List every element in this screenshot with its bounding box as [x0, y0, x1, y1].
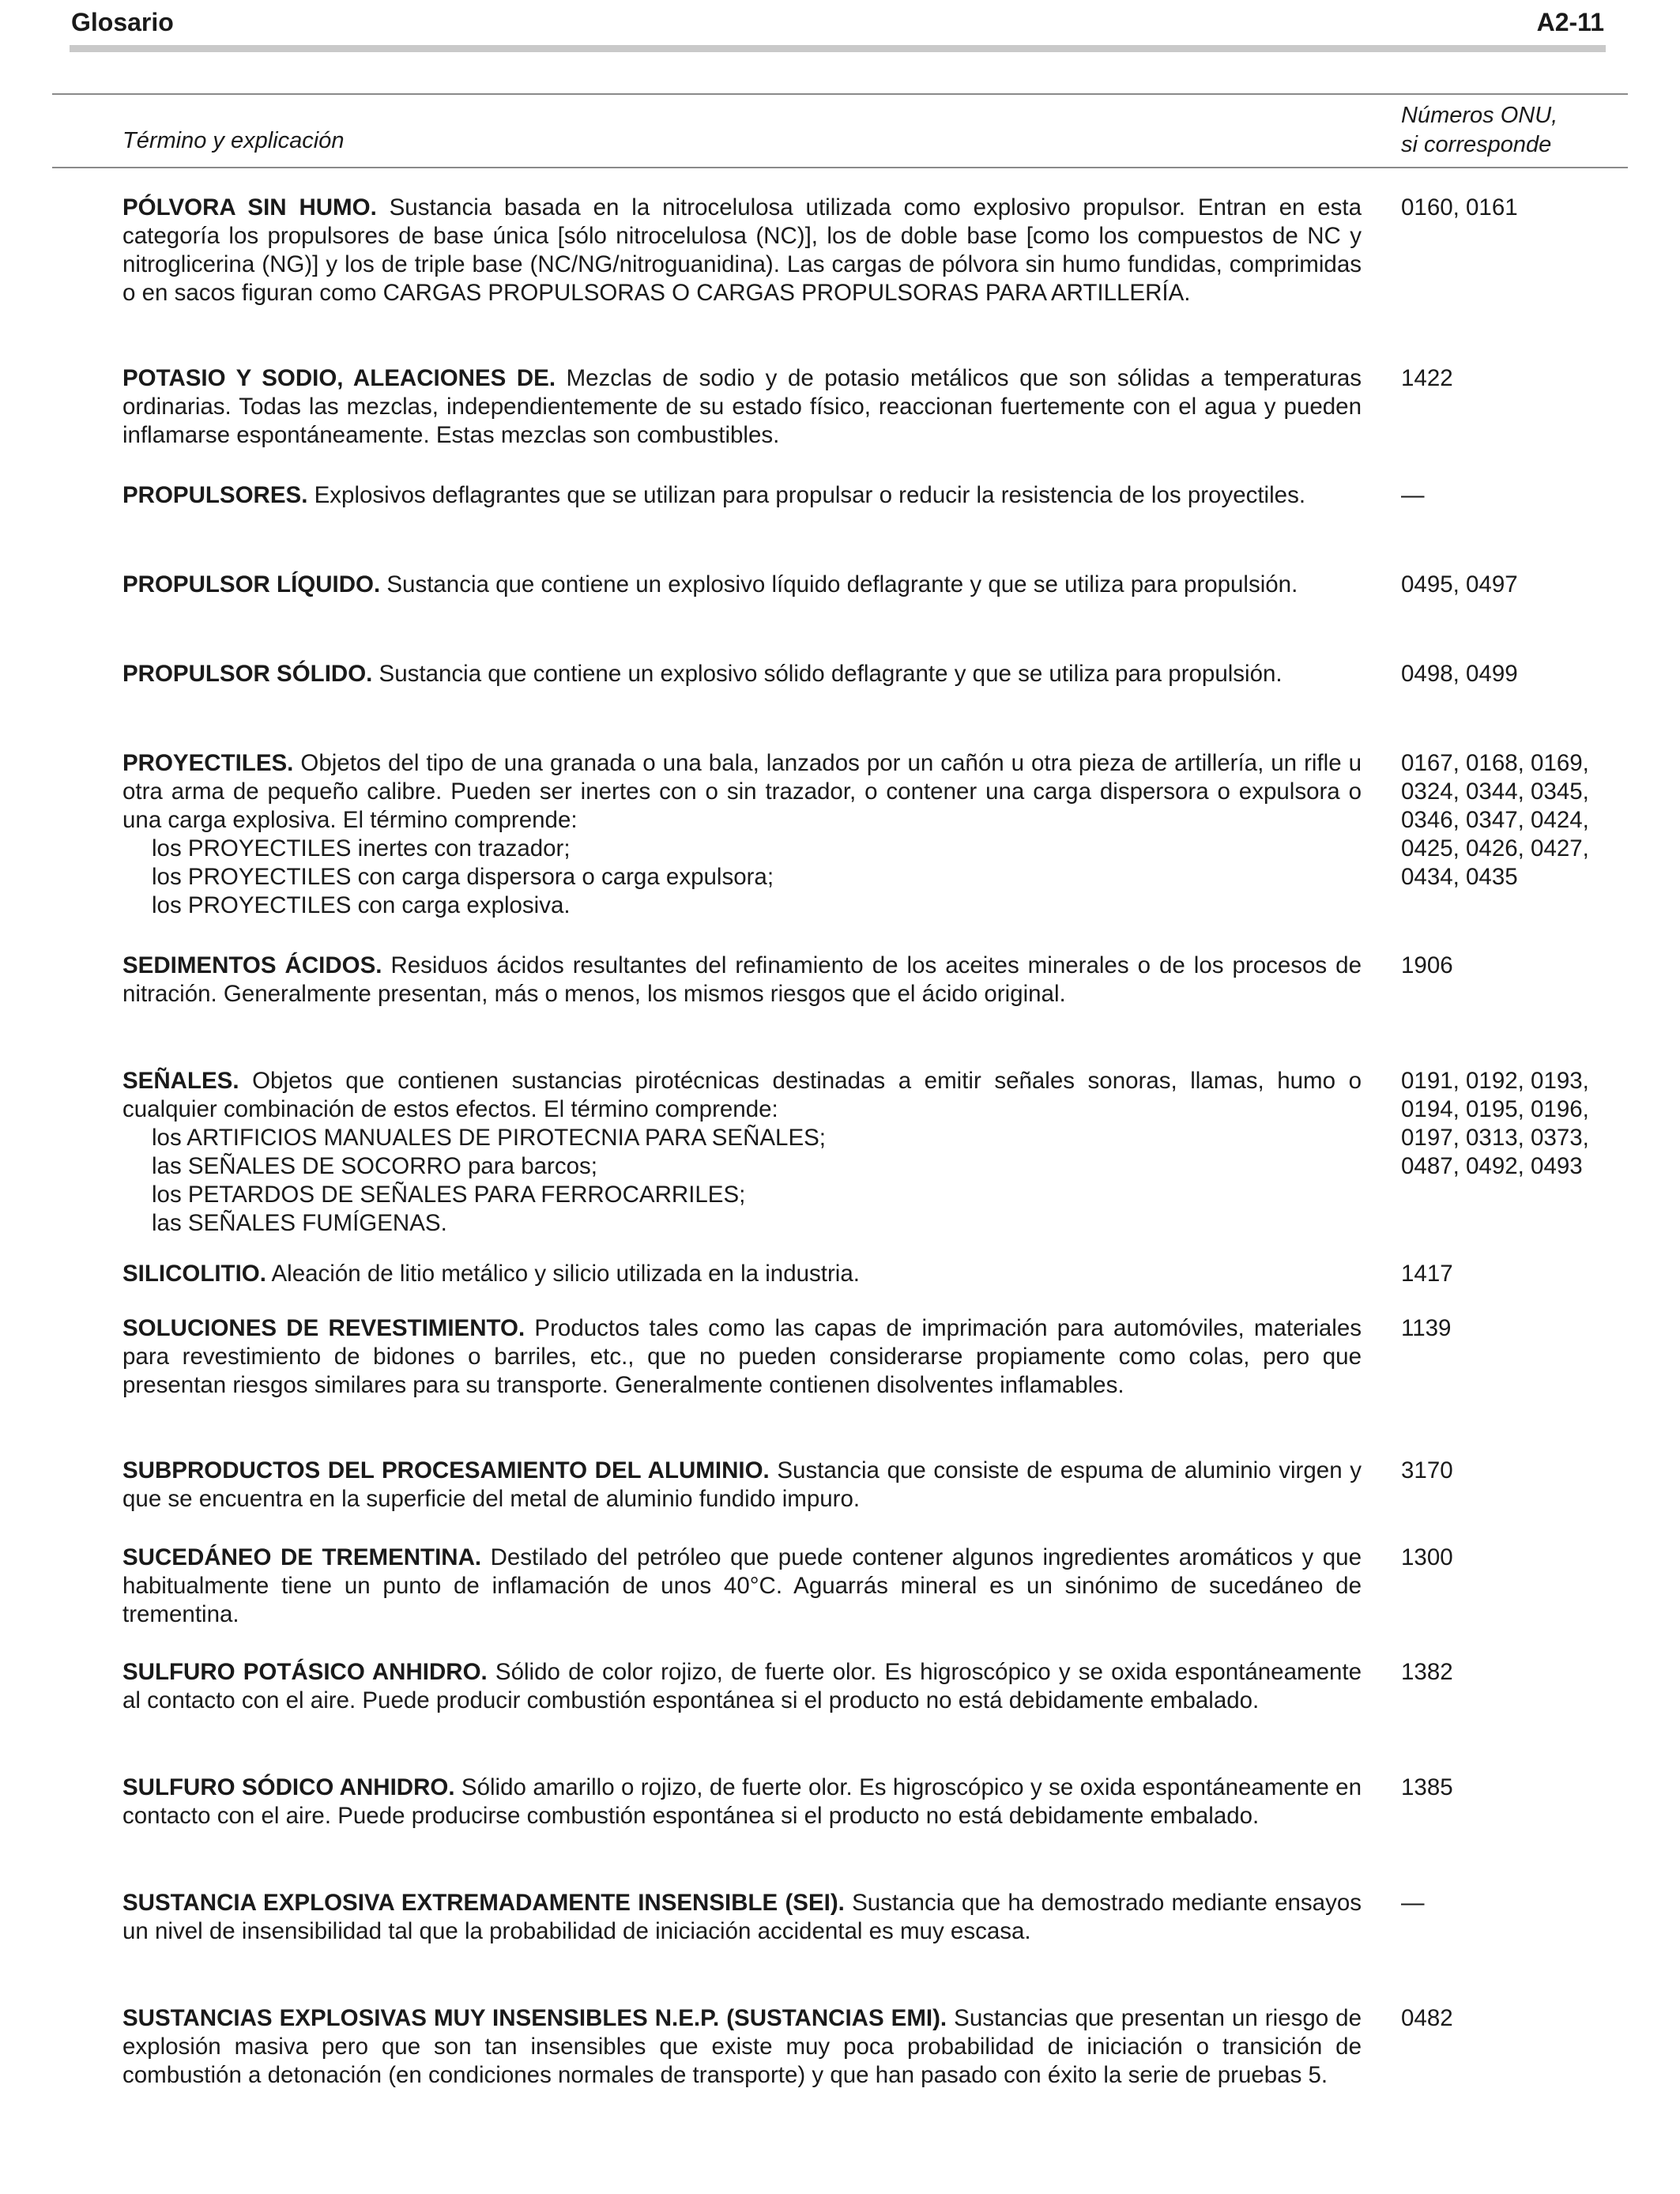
- entry-term: SULFURO POTÁSICO ANHIDRO.: [122, 1659, 488, 1685]
- glossary-entry: [122, 1889, 1649, 1946]
- entry-term: SUCEDÁNEO DE TREMENTINA.: [122, 1544, 482, 1570]
- un-number-line: 0434, 0435: [1401, 864, 1518, 890]
- entry-explanation: [122, 660, 1362, 688]
- entry-explanation: [122, 749, 1362, 920]
- entry-term: PROPULSOR LÍQUIDO.: [122, 571, 381, 598]
- column-header-un-line1: Números ONU,: [1401, 103, 1558, 128]
- column-header-term: Término y explicación: [122, 128, 345, 153]
- un-number-line: 1382: [1401, 1659, 1453, 1685]
- entry-explanation: [122, 952, 1362, 1008]
- entry-term: SILICOLITIO.: [122, 1261, 266, 1287]
- entry-explanation: [122, 571, 1362, 599]
- header-rule: [70, 45, 1606, 52]
- un-number-line: —: [1401, 482, 1425, 508]
- glossary-entry: [122, 194, 1649, 307]
- entry-text: Destilado del petróleo que puede contener algunos ingredientes aromáticos y que habitualmente tiene un punto de inflamación de unos 40°C. Aguarrás mineral es un sinónimo de sucedáneo de trementina.: [122, 1544, 1362, 1627]
- entry-explanation: [122, 364, 1362, 450]
- un-number-line: 0346, 0347, 0424,: [1401, 807, 1589, 833]
- un-number-line: 0167, 0168, 0169,: [1401, 750, 1589, 776]
- glossary-entry: [122, 1774, 1649, 1830]
- entry-text: Explosivos deflagrantes que se utilizan para propulsar o reducir la resistencia de los proyectiles.: [314, 482, 1306, 508]
- entry-text: Mezclas de sodio y de potasio metálicos que son sólidas a temperaturas ordinarias. Todas las mezclas, independientemente de su estado físico, reaccionan fuertemente con el agua y pueden inflamarse espontáneamente. Estas mezclas son combustibles.: [122, 365, 1362, 448]
- entry-term: PROPULSOR SÓLIDO.: [122, 661, 373, 687]
- glossary-entry: [122, 660, 1649, 688]
- un-number-line: 1385: [1401, 1774, 1453, 1800]
- entry-un-numbers: [1401, 571, 1638, 599]
- entry-text: Objetos que contienen sustancias pirotécnicas destinadas a emitir señales sonoras, llamas, humo o cualquier combinación de estos efectos. El término comprende:: [122, 1068, 1362, 1122]
- entry-text: Sólido amarillo o rojizo, de fuerte olor. Es higroscópico y se oxida espontáneamente en contacto con el aire. Puede producirse combustión espontánea si el producto no está debidamente embalado.: [122, 1774, 1362, 1829]
- entry-text: Sustancia que consiste de espuma de aluminio virgen y que se encuentra en la superficie del metal de aluminio fundido impuro.: [122, 1457, 1362, 1512]
- un-number-line: 0324, 0344, 0345,: [1401, 778, 1589, 805]
- un-number-line: 0482: [1401, 2005, 1453, 2031]
- glossary-entry: [122, 1314, 1649, 1400]
- glossary-entry: [122, 1260, 1649, 1288]
- entry-un-numbers: [1401, 952, 1638, 1008]
- entry-subitem: los PROYECTILES con carga explosiva.: [152, 892, 571, 918]
- entry-text: Objetos del tipo de una granada o una bala, lanzados por un cañón u otra pieza de artillería, un rifle u otra arma de pequeño calibre. Pueden ser inertes con o sin trazador, o contener una carga dispersora o expulsora o una carga explosiva. El término comprende:: [122, 750, 1362, 833]
- entry-explanation: [122, 1658, 1362, 1715]
- un-number-line: 0487, 0492, 0493: [1401, 1153, 1583, 1179]
- un-number-line: 0425, 0426, 0427,: [1401, 835, 1589, 861]
- entry-un-numbers: [1401, 1314, 1638, 1400]
- entry-explanation: [122, 1457, 1362, 1514]
- column-header-un-line2: si corresponde: [1401, 132, 1552, 157]
- entry-un-numbers: [1401, 1658, 1638, 1715]
- entry-un-numbers: [1401, 1260, 1638, 1288]
- entry-subitem: los PROYECTILES inertes con trazador;: [152, 835, 571, 861]
- entry-explanation: [122, 481, 1362, 510]
- entry-term: SUSTANCIA EXPLOSIVA EXTREMADAMENTE INSENSIBLE (SEI).: [122, 1890, 845, 1916]
- un-number-line: 3170: [1401, 1457, 1453, 1483]
- entry-un-numbers: [1401, 749, 1638, 920]
- entry-term: SULFURO SÓDICO ANHIDRO.: [122, 1774, 455, 1800]
- entry-term: SUBPRODUCTOS DEL PROCESAMIENTO DEL ALUMINIO.: [122, 1457, 770, 1483]
- entry-explanation: [122, 1544, 1362, 1629]
- entry-un-numbers: [1401, 364, 1638, 450]
- un-number-line: 1139: [1401, 1315, 1452, 1341]
- entry-explanation: [122, 1889, 1362, 1946]
- un-number-line: 1906: [1401, 952, 1453, 978]
- entry-text: Sólido de color rojizo, de fuerte olor. Es higroscópico y se oxida espontáneamente al contacto con el aire. Puede producir combustión espontánea si el producto no está debidamente embalado.: [122, 1659, 1362, 1713]
- entry-text: Aleación de litio metálico y silicio utilizada en la industria.: [271, 1261, 860, 1287]
- un-number-line: —: [1401, 1890, 1425, 1916]
- table-header-rule: [52, 167, 1628, 168]
- un-number-line: 0495, 0497: [1401, 571, 1518, 598]
- entry-term: SOLUCIONES DE REVESTIMIENTO.: [122, 1315, 525, 1341]
- un-number-line: 1300: [1401, 1544, 1453, 1570]
- entry-un-numbers: [1401, 1457, 1638, 1514]
- entry-explanation: [122, 2004, 1362, 2090]
- column-header-un-numbers: [1401, 101, 1558, 160]
- glossary-entry: [122, 1457, 1649, 1514]
- page-number: A2-11: [1536, 7, 1604, 36]
- entry-text: Sustancia que ha demostrado mediante ensayos un nivel de insensibilidad tal que la probabilidad de iniciación accidental es muy escasa.: [122, 1890, 1362, 1944]
- entry-term: PROYECTILES.: [122, 750, 294, 776]
- entry-explanation: [122, 1067, 1362, 1238]
- entry-un-numbers: [1401, 1544, 1638, 1629]
- entry-subitem: las SEÑALES DE SOCORRO para barcos;: [152, 1153, 597, 1179]
- glossary-entry: [122, 749, 1649, 920]
- entry-un-numbers: [1401, 1774, 1638, 1830]
- entry-un-numbers: [1401, 1889, 1638, 1946]
- glossary-entry: [122, 364, 1649, 450]
- un-number-line: 0498, 0499: [1401, 661, 1518, 687]
- glossary-entry: [122, 571, 1649, 599]
- glossary-entry: [122, 1544, 1649, 1629]
- entry-term: SEÑALES.: [122, 1068, 239, 1094]
- entry-un-numbers: [1401, 1067, 1638, 1238]
- un-number-line: 0191, 0192, 0193,: [1401, 1068, 1589, 1094]
- entry-un-numbers: [1401, 2004, 1638, 2090]
- un-number-line: 0194, 0195, 0196,: [1401, 1096, 1589, 1122]
- un-number-line: 0197, 0313, 0373,: [1401, 1125, 1589, 1151]
- glossary-entry: [122, 1067, 1649, 1238]
- entry-term: SUSTANCIAS EXPLOSIVAS MUY INSENSIBLES N.E.P. (SUSTANCIAS EMI).: [122, 2005, 947, 2031]
- entry-text: Sustancia basada en la nitrocelulosa utilizada como explosivo propulsor. Entran en esta categoría los propulsores de base única [sólo nitrocelulosa (NC)], los de doble base [como los compuestos de NC y nitroglicerina (NG)] y los de triple base (NC/NG/nitroguanidina). Las cargas de pólvora sin humo fundidas, comprimidas o en sacos figuran como CARGAS PROPULSORAS O CARGAS PROPULSORAS PARA ARTILLERÍA.: [122, 194, 1362, 306]
- entry-un-numbers: [1401, 194, 1638, 307]
- entry-term: SEDIMENTOS ÁCIDOS.: [122, 952, 382, 978]
- page-header: [71, 0, 1604, 44]
- entry-text: Sustancia que contiene un explosivo sólido deflagrante y que se utiliza para propulsión.: [379, 661, 1283, 687]
- section-title: Glosario: [71, 7, 174, 36]
- entry-subitem: los PROYECTILES con carga dispersora o carga expulsora;: [152, 864, 774, 890]
- un-number-line: 1422: [1401, 365, 1453, 391]
- entry-subitem: las SEÑALES FUMÍGENAS.: [152, 1210, 447, 1236]
- entry-explanation: [122, 194, 1362, 307]
- glossary-entry: [122, 952, 1649, 1008]
- glossary-entry: [122, 1658, 1649, 1715]
- un-number-line: 0160, 0161: [1401, 194, 1518, 221]
- entry-explanation: [122, 1260, 1362, 1288]
- entry-text: Sustancias que presentan un riesgo de explosión masiva pero que son tan insensibles que existe muy poca probabilidad de iniciación o transición de combustión a detonación (en condiciones normales de transporte) y que han pasado con éxito la serie de pruebas 5.: [122, 2005, 1362, 2088]
- entry-term: POTASIO Y SODIO, ALEACIONES DE.: [122, 365, 556, 391]
- glossary-entry: [122, 481, 1649, 510]
- entry-term: PÓLVORA SIN HUMO.: [122, 194, 377, 221]
- entry-text: Sustancia que contiene un explosivo líquido deflagrante y que se utiliza para propulsión.: [386, 571, 1298, 598]
- table-top-rule: [52, 93, 1628, 95]
- entry-un-numbers: [1401, 481, 1638, 510]
- entry-text: Productos tales como las capas de imprimación para automóviles, materiales para revestimiento de bidones o barriles, etc., que no pueden considerarse propiamente como colas, pero que presentan riesgos similares para su transporte. Generalmente contienen disolventes inflamables.: [122, 1315, 1362, 1398]
- entry-un-numbers: [1401, 660, 1638, 688]
- entry-subitem: los ARTIFICIOS MANUALES DE PIROTECNIA PARA SEÑALES;: [152, 1125, 827, 1151]
- un-number-line: 1417: [1401, 1261, 1453, 1287]
- entry-text: Residuos ácidos resultantes del refinamiento de los aceites minerales o de los procesos de nitración. Generalmente presentan, más o menos, los mismos riesgos que el ácido original.: [122, 952, 1362, 1007]
- entry-explanation: [122, 1314, 1362, 1400]
- entry-explanation: [122, 1774, 1362, 1830]
- entry-subitem: los PETARDOS DE SEÑALES PARA FERROCARRILES;: [152, 1182, 746, 1208]
- entry-term: PROPULSORES.: [122, 482, 308, 508]
- glossary-entry: [122, 2004, 1649, 2090]
